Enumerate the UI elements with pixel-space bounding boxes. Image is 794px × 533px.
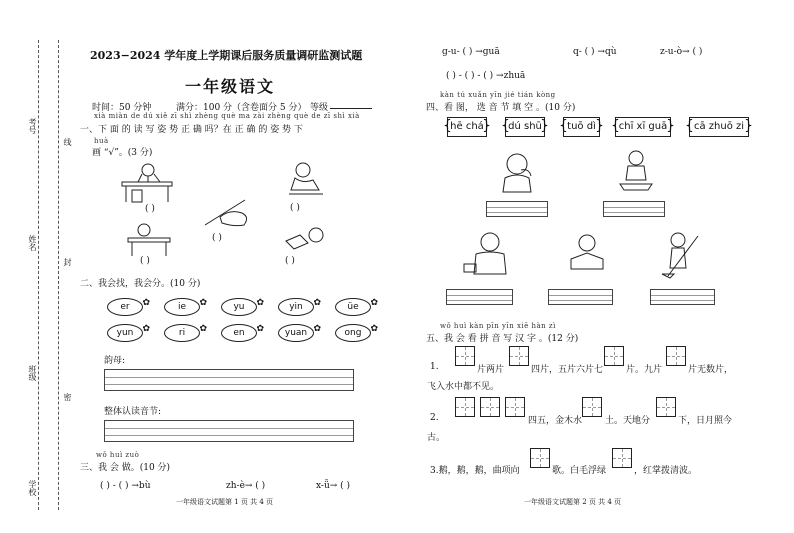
bubble-stem-icon: ✿ [370,324,378,334]
pic-eating-watermelon [495,150,541,194]
label-feng: 封 [63,258,72,266]
grade-blank[interactable] [330,108,372,109]
bubble-stem-icon: ✿ [313,324,321,334]
subject-title: 一年级语文 [185,77,276,96]
label-xuexiao: 学校 [28,480,37,496]
pic-sweeping [658,230,706,280]
binding-line-2 [58,40,59,510]
syllable-bubble-ue[interactable]: üe ✿ [335,298,371,316]
tian-box-7[interactable] [505,397,525,417]
s5-l1-text1: 片两片 [477,365,505,375]
label-xian: 线 [63,138,72,146]
exam-score: 满分：100 分（含卷面分 5 分） [176,103,307,113]
syllable-bubble-yu[interactable]: yu ✿ [221,298,257,316]
s4-answer-line-1[interactable] [486,201,548,217]
s5-pinyin: wǒ huì kàn pīn yīn xiě hàn zì [440,322,556,330]
s3-item-7[interactable]: ( ) - ( ) - ( ) →zhuā [446,71,526,81]
label-mi: 密 [63,393,72,401]
pic-mopping-floor [614,148,658,192]
pic-drinking-tea [462,230,512,276]
tian-box-2[interactable] [509,346,529,366]
s1-pinyin2: huà [94,137,109,145]
s1-question2: 画 “√”。(3 分) [92,148,153,158]
s5-l2-text3: 下，日月照今 [678,416,733,426]
bubble-stem-icon: ✿ [256,324,264,334]
syllable-bubble-yuan[interactable]: yuan ✿ [278,324,314,342]
syllable-bubble-yin[interactable]: yin ✿ [278,298,314,316]
bubble-stem-icon: ✿ [313,298,321,308]
s5-l1-text2: 四片，五片六片七 [531,365,604,375]
tian-box-6[interactable] [480,397,500,417]
pic-pen-holding [200,195,258,230]
tian-box-10[interactable] [530,448,550,468]
s2-yunmu-writing-line[interactable] [104,369,354,391]
s1-pinyin: xià miàn de dú xiě zī shì zhèng què ma zài zhèng què de zī shì xià [94,112,360,120]
s1-paren-4[interactable]: ( ) [140,256,150,266]
s4-answer-line-2[interactable] [603,201,665,217]
tian-box-1[interactable] [455,346,475,366]
s5-l1-text3: 片。九片 [626,365,663,375]
s3-item-2[interactable]: zh-è→ ( ) [226,481,266,491]
s2-zhengti-label: 整体认读音节: [104,407,162,417]
s3-item-4[interactable]: g-u- ( ) →guā [442,47,500,57]
s5-l1-num: 1. [430,362,439,372]
s2-yunmu-label: 韵母: [104,356,126,366]
tian-box-5[interactable] [455,397,475,417]
tian-box-8[interactable] [582,397,602,417]
s4-pinyin: kàn tú xuǎn yīn jié tián kòng [440,91,556,99]
tian-box-4[interactable] [666,346,686,366]
s2-zhengti-writing-line[interactable] [104,420,354,442]
bubble-stem-icon: ✿ [142,324,150,334]
exam-grade: 等级 [310,103,329,113]
bubble-stem-icon: ✿ [199,324,207,334]
s4-title: 四、看 图， 选 音 节 填 空 。(10 分) [426,103,576,113]
pic-reading-posture [282,225,327,253]
exam-title: 2023−2024 学年度上学期课后服务质量调研监测试题 [90,49,363,62]
option-he-cha[interactable]: { hē chá } [447,117,487,137]
s3-title: 三、我 会 做。(10 分) [80,463,171,473]
footer-page-2: 一年级语文试题第 2 页 共 4 页 [524,498,622,506]
binding-line-1 [38,40,39,510]
s1-paren-3[interactable]: ( ) [212,233,222,243]
s5-l1-text4: 片无数片， [688,365,734,375]
s5-l2-text1: 四五，金木水 [528,416,583,426]
s3-item-1[interactable]: ( ) - ( ) →bù [100,481,151,491]
s4-answer-line-3[interactable] [446,289,513,305]
syllable-bubble-ong[interactable]: ong ✿ [335,324,371,342]
pic-writing-posture-2 [285,160,327,205]
s5-l2-text4: 古。 [427,433,446,443]
s5-l3-text2: 歌。白毛浮绿 [552,466,607,476]
label-banji: 班级 [28,365,37,381]
label-xingming: 姓名 [28,235,37,251]
tian-box-9[interactable] [656,397,676,417]
s1-paren-5[interactable]: ( ) [285,256,295,266]
exam-time: 时间：50 分钟 [92,103,152,113]
option-tuo-di[interactable]: { tuō dì } [563,117,600,137]
footer-page-1: 一年级语文试题第 1 页 共 4 页 [176,498,274,506]
bubble-stem-icon: ✿ [142,298,150,308]
syllable-bubble-en[interactable]: en ✿ [221,324,257,342]
s3-item-6[interactable]: z-u-ò→ ( ) [660,47,703,57]
s1-question: 一、下 面 的 读 写 姿 势 正 确 吗？在 正 确 的 姿 势 下 [80,125,303,135]
s5-l3-text1: 3.鹅，鹅，鹅，曲项向 [430,466,520,476]
syllable-bubble-ri[interactable]: ri ✿ [164,324,200,342]
pic-writing-posture-1 [118,160,178,205]
label-kaohao: 考号 [28,118,37,134]
syllable-bubble-ie[interactable]: ie ✿ [164,298,200,316]
s2-title: 二、我会找，我会分。(10 分) [80,279,201,289]
s5-l2-text2: 土。天地分 [605,416,651,426]
s4-answer-line-5[interactable] [650,289,715,305]
option-du-shu[interactable]: { dú shū } [505,117,545,137]
s5-l3-text3: ，红掌拨清波。 [634,466,698,476]
bubble-stem-icon: ✿ [199,298,207,308]
syllable-bubble-er[interactable]: er ✿ [107,298,143,316]
s5-l1-text5: 飞入水中都不见。 [427,382,500,392]
s1-paren-1[interactable]: ( ) [145,204,155,214]
pic-reading-book [563,233,609,273]
tian-box-3[interactable] [604,346,624,366]
s4-answer-line-4[interactable] [548,289,613,305]
option-ca-zhuo-zi[interactable]: { cā zhuō zi } [689,117,749,137]
s1-paren-2[interactable]: ( ) [290,203,300,213]
s3-pinyin: wǒ huì zuò [96,451,140,459]
s5-l2-num: 2. [430,413,439,423]
syllable-bubble-yun[interactable]: yun ✿ [107,324,143,342]
bubble-stem-icon: ✿ [256,298,264,308]
s5-title: 五、我 会 看 拼 音 写 汉 字 。(12 分) [426,334,579,344]
tian-box-11[interactable] [612,448,632,468]
bubble-stem-icon: ✿ [370,298,378,308]
s3-item-5[interactable]: q- ( ) →qù [573,47,617,57]
s3-item-3[interactable]: x-ǖ→ ( ) [316,481,351,491]
pic-writing-posture-3 [124,222,174,258]
option-chi-xi-gua[interactable]: { chī xī guā } [615,117,671,137]
